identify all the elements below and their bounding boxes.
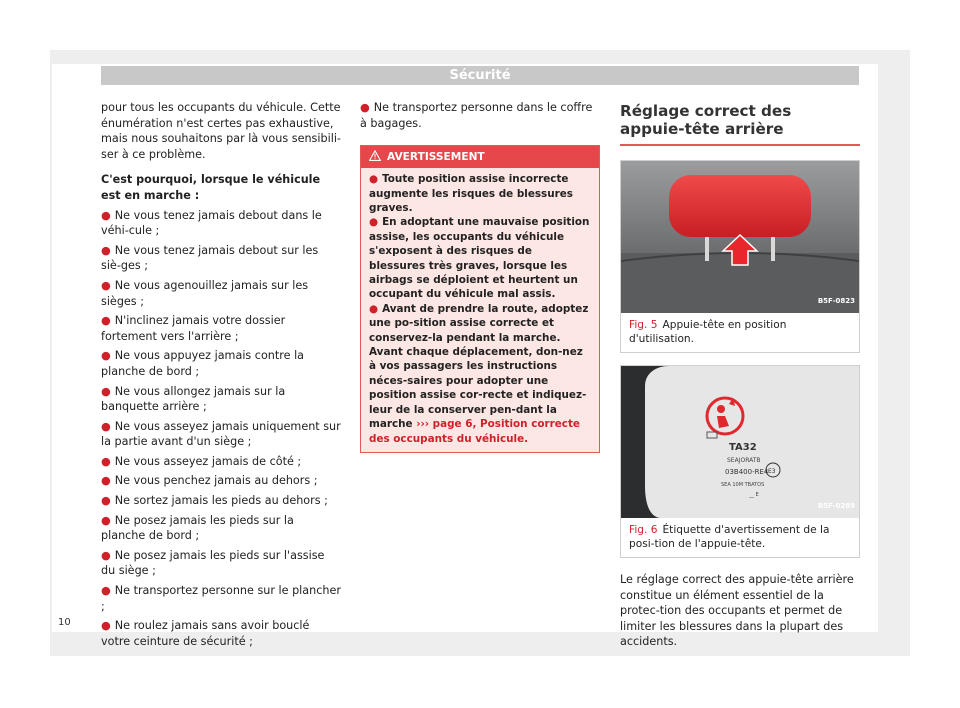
headrest-illustration <box>621 161 859 313</box>
label-text: __ E <box>749 492 759 498</box>
list-item-text: Ne vous asseyez jamais de côté ; <box>114 454 302 468</box>
figure-code: B5F-0823 <box>817 297 855 306</box>
list-item <box>101 384 341 415</box>
page-reference-link[interactable]: ››› page 6, Position correcte des occupants du véhicule. <box>369 418 580 445</box>
figure-caption: Fig. 6 Étiquette d'avertissement de la posi-tion de l'appuie-tête. <box>629 524 830 550</box>
list-item-text: Ne vous allongez jamais sur la banquette arrière ; <box>101 384 286 414</box>
list-item <box>101 473 341 489</box>
list-item-text: Ne vous asseyez jamais uniquement sur la partie avant d'un siège ; <box>101 419 341 449</box>
list-item <box>101 313 341 344</box>
column-middle <box>360 100 600 453</box>
list-item <box>101 278 341 309</box>
bullet-icon: ● <box>101 349 111 363</box>
warning-label-photo <box>621 366 859 518</box>
list-item <box>101 348 341 379</box>
bullet-icon: ● <box>101 584 111 598</box>
list-item <box>101 208 341 239</box>
body-paragraph: Le réglage correct des appuie-tête arrière constitue un élément essentiel de la protec-tion des occupants et permet de limiter les blessures dans la plupart des accidents. <box>620 573 854 649</box>
list-item-text: Ne posez jamais les pieds sur l'assise du siège ; <box>101 548 325 578</box>
bullet-list <box>101 208 341 650</box>
bullet-icon: ● <box>101 513 111 527</box>
warning-item: ● En adoptant une mauvaise position assise, les occupants du véhicule s'exposent à des risques de blessures très graves, lorsque les airbags se déploient et heurtent un occupant du véhicule mal assis. <box>369 216 590 301</box>
label-code: TA32 <box>729 442 757 453</box>
bullet-icon: ● <box>101 494 111 508</box>
list-item-text: Ne vous agenouillez jamais sur les sièges ; <box>101 278 309 308</box>
list-item-text: Ne vous tenez jamais debout sur les siè-ges ; <box>101 243 319 273</box>
warning-box <box>360 145 600 453</box>
list-item <box>101 419 341 450</box>
page-number: 10 <box>58 617 71 628</box>
list-item <box>101 454 341 470</box>
column-left <box>101 100 341 649</box>
bullet-icon: ● <box>101 384 111 398</box>
headrest-photo <box>621 161 859 313</box>
bullet-icon: ● <box>101 548 111 562</box>
list-item <box>101 513 341 544</box>
list-item-text: Ne vous appuyez jamais contre la planche de bord ; <box>101 349 305 378</box>
bullet-icon: ● <box>101 454 111 468</box>
list-item-text: Ne transportez personne sur le plancher ; <box>101 584 341 613</box>
list-item: ● Ne transportez personne dans le coffre à bagages. <box>360 101 593 130</box>
label-text: SEAJORATB <box>727 457 761 464</box>
list-item <box>101 548 341 579</box>
figure-5 <box>620 160 860 353</box>
bullet-icon: ● <box>101 314 111 328</box>
list-item-text: Ne vous penchez jamais au dehors ; <box>114 474 318 488</box>
e-mark-badge: E3 <box>768 468 776 475</box>
list-item-text: N'inclinez jamais votre dossier fortement vers l'arrière ; <box>101 314 286 343</box>
bullet-icon: ● <box>101 243 111 257</box>
list-item-text: Ne sortez jamais les pieds au dehors ; <box>114 494 328 508</box>
label-text: SEA 10M TBATOS <box>721 482 765 488</box>
label-text: 03B400-RE4 <box>725 468 769 476</box>
bullet-icon: ● <box>360 101 370 114</box>
figure-caption: Fig. 5 Appuie-tête en position d'utilisation. <box>629 319 787 345</box>
warning-item: ● Toute position assise incorrecte augmente les risques de blessures graves. <box>369 173 573 214</box>
warning-header: AVERTISSEMENT <box>361 146 599 168</box>
warning-body <box>361 168 599 452</box>
list-item <box>101 493 341 509</box>
bullet-icon: ● <box>101 419 111 433</box>
list-item-text: Ne posez jamais les pieds sur la planche de bord ; <box>101 513 294 543</box>
bullet-icon: ● <box>101 619 111 633</box>
list-item-text: Ne vous tenez jamais debout dans le véhi-cule ; <box>101 208 322 238</box>
warning-triangle-icon <box>369 150 381 161</box>
section-title: Réglage correct des appuie-tête arrière <box>620 102 860 146</box>
warning-label-illustration <box>621 366 859 518</box>
column-right <box>620 100 860 650</box>
list-item-text: Ne roulez jamais sans avoir bouclé votre ceinture de sécurité ; <box>101 619 310 648</box>
warning-item: ● Avant de prendre la route, adoptez une po-sition assise correcte et conservez-la pendant la marche. Avant chaque déplacement, don-nez à vos passagers les instructions néces-saires pour adopter une position assise cor-recte et indiquez-leur de la conserver pen-dant la marche ››› page 6, Position correcte des occupants du véhicule. <box>369 302 589 445</box>
figure-code: B5F-0289 <box>817 502 855 511</box>
list-item <box>101 583 341 614</box>
bullet-icon: ● <box>101 208 111 222</box>
bullet-icon: ● <box>101 278 111 292</box>
intro-paragraph: pour tous les occupants du véhicule. Cette énumération n'est certes pas exhaustive, mais nous souhaitons par là vous sensibili-ser à ce problème. <box>101 101 341 161</box>
subheading: C'est pourquoi, lorsque le véhicule est en marche : <box>101 173 321 202</box>
list-item <box>101 618 341 649</box>
figure-6 <box>620 365 860 558</box>
list-item <box>101 243 341 274</box>
section-header: Sécurité <box>101 66 859 85</box>
bullet-icon: ● <box>101 474 111 488</box>
